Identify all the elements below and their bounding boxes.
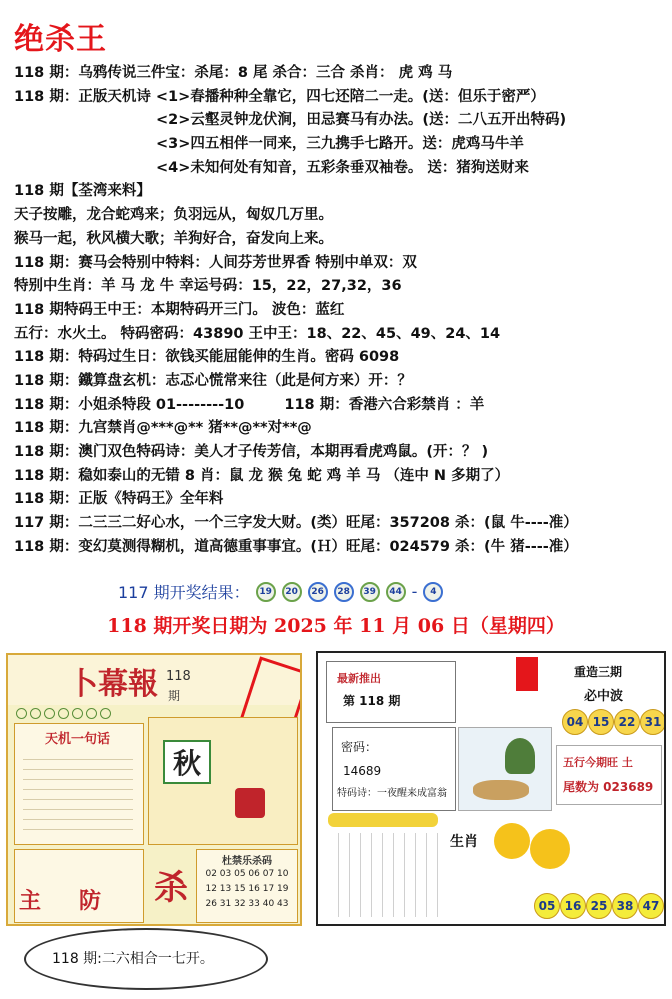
sun-icon xyxy=(530,829,570,869)
codes-panel xyxy=(196,849,298,923)
line-8: 猴马一起，秋风横大歌；羊狗好合，奋发向上来。 xyxy=(14,230,333,247)
result-ball: 20 xyxy=(282,582,302,602)
top-ball: 04 xyxy=(562,709,588,735)
mini-ball-icon xyxy=(16,708,27,719)
codes-row: 26 31 32 33 40 43 xyxy=(205,899,289,909)
codes-row: 12 13 15 16 17 19 xyxy=(205,884,289,894)
line-21: 118 期：变幻莫测得糊机，道高德重事事宜。(Ｈ）旺尾：024579 杀：(牛 猪----准） xyxy=(14,538,578,555)
line-2: 118 期：正版天机诗 <1>春播种种全靠它，四七还陪二一走。(送：但乐于密严） xyxy=(14,88,545,105)
codes-row: 02 03 05 06 07 10 xyxy=(205,869,289,879)
bottom-ball: 47 xyxy=(638,893,664,919)
result-ball: 39 xyxy=(360,582,380,602)
top-ball: 15 xyxy=(588,709,614,735)
result-ball: 44 xyxy=(386,582,406,602)
label-top: 最新推出 xyxy=(337,672,381,685)
speech-bubble xyxy=(24,928,268,990)
kill-label: 杀 xyxy=(154,868,188,908)
line-13: 118 期：特码过生日：欲钱买能屈能伸的生肖。密码 6098 xyxy=(14,349,400,366)
draw-result xyxy=(118,580,443,603)
tree-icon xyxy=(505,738,535,774)
line-10: 特别中生肖：羊 马 龙 牛 幸运号码：15，22，27,32，36 xyxy=(14,278,402,295)
zhu-fang-panel xyxy=(14,849,144,923)
line-15 xyxy=(14,394,664,418)
mima-value: 14689 xyxy=(343,764,382,778)
codes-title: 杜禁乐杀码 xyxy=(222,856,272,867)
line-15-left: 118 期：小姐杀特段 01--------10 xyxy=(14,396,245,413)
shengxiao-label: 生肖 xyxy=(450,834,478,850)
line-17: 118 期：澳门双色特码诗：美人才子传芳信，本期再看虎鸡鼠。(开：？ ) xyxy=(14,444,489,460)
text-lines xyxy=(14,62,664,559)
line-6: 118 期【荃湾来料】 xyxy=(14,183,151,200)
draw-date: 118 期开奖日期为 2025 年 11 月 06 日（星期四） xyxy=(107,615,565,637)
line-1: 118 期：乌鸦传说三件宝：杀尾：8 尾 杀合：三合 杀肖： 虎 鸡 马 xyxy=(14,65,453,81)
mini-balls xyxy=(16,708,111,719)
result-ball: 19 xyxy=(256,582,276,602)
wuxing-box xyxy=(556,745,662,805)
mini-ball-icon xyxy=(58,708,69,719)
result-ball: 26 xyxy=(308,582,328,602)
mini-ball-icon xyxy=(30,708,41,719)
bottom-ball: 25 xyxy=(586,893,612,919)
line-3: <2>云壑灵钟龙伏涧，田忌赛马有办法。(送：二八五开出特码) xyxy=(156,112,567,129)
season-box: 秋 xyxy=(163,740,211,784)
line-14: 118 期：鐵算盘玄机：志忑心慌常来往（此是何方来）开：？ xyxy=(14,372,412,389)
code-box xyxy=(332,727,456,811)
line-16: 118 期：九宫禁肖@***@** 猪**@**对**@ xyxy=(14,420,312,437)
bottom-ball: 05 xyxy=(534,893,560,919)
sun-icon xyxy=(494,823,530,859)
vertical-text-block xyxy=(328,833,438,917)
line-7: 天子按雕，龙合蛇鸡来；负羽远从，匈奴几万里。 xyxy=(14,207,333,224)
special-ball: 4 xyxy=(423,582,443,602)
season-panel xyxy=(148,717,298,845)
picture-box xyxy=(458,727,552,811)
tianji-panel xyxy=(14,723,144,845)
line-9: 118 期：赛马会特别中特料：人间芬芳世界香 特别中单双：双 xyxy=(14,254,417,271)
issue-line: 第 118 期 xyxy=(343,694,401,708)
mini-ball-icon xyxy=(72,708,83,719)
bottom-ball: 16 xyxy=(560,893,586,919)
line-5: <4>未知何处有知音，五彩条垂双袖卷。 送：猪狗送财来 xyxy=(156,159,529,176)
card-header-title: 卜幕報 xyxy=(68,667,158,702)
tema-line: 特码诗：一夜醒来成富翁 xyxy=(337,788,447,799)
wuxing-text: 五行今期旺 土 xyxy=(563,756,633,769)
zhu-label: 主 xyxy=(19,888,42,914)
top-left-box xyxy=(326,661,456,723)
panel-title: 天机一句话 xyxy=(45,732,111,747)
mini-ball-icon xyxy=(44,708,55,719)
right-promo-card xyxy=(316,651,666,926)
mini-ball-icon xyxy=(100,708,111,719)
bubble-text: 118 期:二六相合一七开。 xyxy=(52,951,214,967)
panel-text-lines xyxy=(23,750,133,838)
horse-icon xyxy=(473,780,529,800)
red-bar-icon xyxy=(516,657,538,691)
top-ball: 22 xyxy=(614,709,640,735)
mini-ball-icon xyxy=(86,708,97,719)
line-19: 118 期：正版《特码王》全年料 xyxy=(14,491,224,508)
line-4: <3>四五相伴一同来，三九携手七路开。送：虎鸡马牛羊 xyxy=(156,136,524,153)
color-band-icon xyxy=(328,813,438,827)
result-separator: - xyxy=(411,582,418,601)
line-11: 118 期特码王中王：本期特码开三门。 波色：蓝红 xyxy=(14,301,345,318)
decor-block-icon xyxy=(235,788,265,818)
issue-suffix: 期 xyxy=(168,689,181,703)
line-15-right: 118 期：香港六合彩禁肖 ：羊 xyxy=(284,396,485,413)
line-18: 118 期：稳如泰山的无错 8 肖：鼠 龙 猴 兔 蛇 鸡 羊 马 （连中 N 多期了） xyxy=(14,467,510,484)
line-12: 五行：水火土。 特码密码：43890 王中王：18、22、45、49、24、14 xyxy=(14,325,501,342)
weishu-text: 尾数为 023689 xyxy=(563,780,654,794)
bottom-ball: 38 xyxy=(612,893,638,919)
right-subheading: 必中波 xyxy=(584,689,624,704)
page-title: 绝杀王 xyxy=(14,22,107,57)
mima-label: 密码： xyxy=(341,740,378,754)
left-promo-card xyxy=(6,653,302,926)
right-heading: 重造三期 xyxy=(574,665,623,679)
result-ball: 28 xyxy=(334,582,354,602)
line-20: 117 期：二三三二好心水，一个三字发大财。(类）旺尾：357208 杀：(鼠 牛----准） xyxy=(14,515,578,532)
top-ball: 31 xyxy=(640,709,666,735)
issue-number: 118 xyxy=(166,669,191,684)
result-label: 117 期开奖结果： xyxy=(118,583,250,602)
fang-label: 防 xyxy=(79,888,102,914)
